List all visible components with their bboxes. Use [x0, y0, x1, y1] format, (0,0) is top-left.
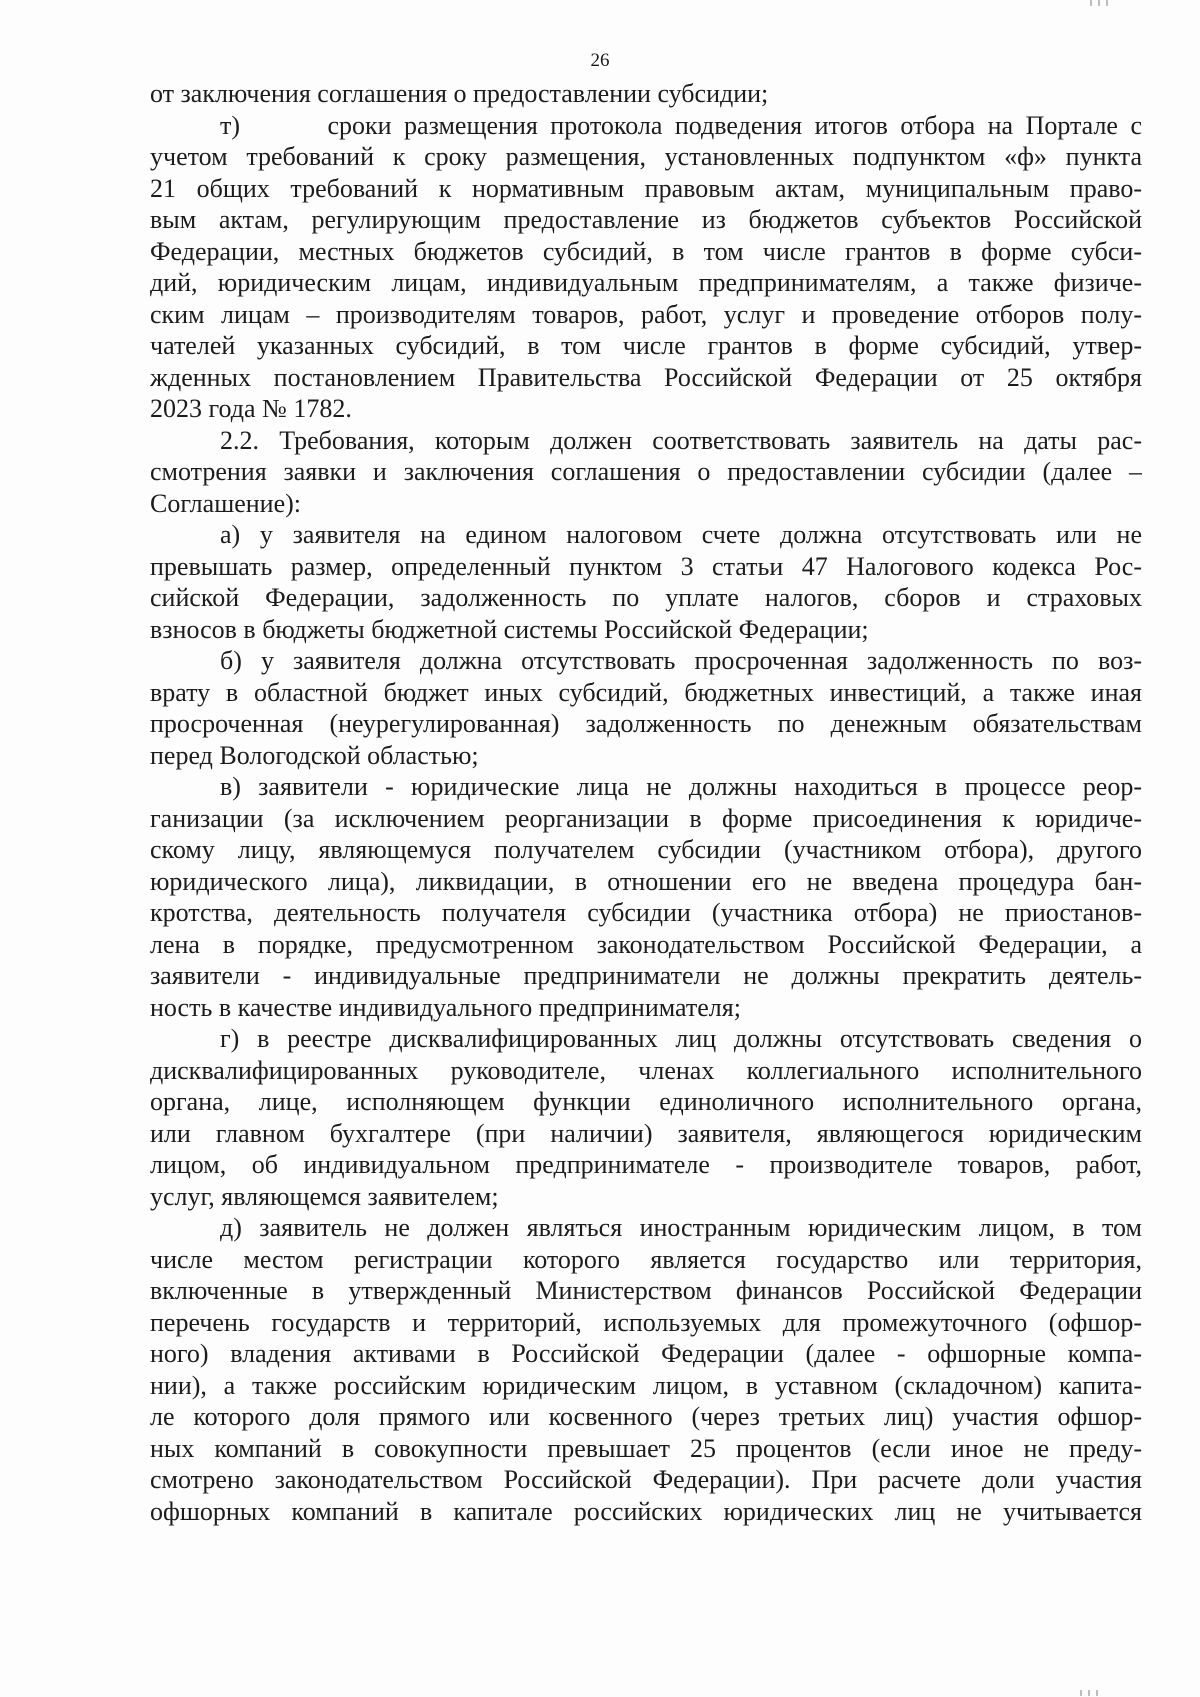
scan-artifact — [1088, 1690, 1090, 1696]
text-line: дий, юридическим лицам, индивидуальным предпринимателям, а также физиче- — [150, 268, 1142, 297]
text-line: просроченная (неурегулированная) задолженность по денежным обязательствам — [150, 709, 1142, 738]
text-line: а) у заявителя на едином налоговом счете должна отсутствовать или не — [220, 520, 1142, 549]
text-line: сийской Федерации, задолженность по уплате налогов, сборов и страховых — [150, 583, 1142, 612]
text-line: б) у заявителя должна отсутствовать просроченная задолженность по воз- — [220, 646, 1142, 675]
text-line: вым актам, регулирующим предоставление из бюджетов субъектов Российской — [150, 205, 1142, 234]
text-line: врату в областной бюджет иных субсидий, бюджетных инвестиций, а также иная — [150, 677, 1142, 707]
text-line: жденных постановлением Правительства Российской Федерации от 25 октября — [150, 362, 1142, 392]
text-line: от заключения соглашения о предоставлении субсидии; — [150, 79, 769, 108]
text-line: нии), а также российским юридическим лицом, в уставном (складочном) капита- — [150, 1370, 1142, 1400]
text-line: числе местом регистрации которого является государство или территория, — [150, 1244, 1142, 1274]
scan-artifact — [1080, 1690, 1082, 1696]
text-line: скому лицу, являющемуся получателем субсидии (участником отбора), другого — [150, 835, 1142, 864]
text-line: взносов в бюджеты бюджетной системы Российской Федерации; — [150, 614, 869, 644]
text-line: ность в качестве индивидуального предпринимателя; — [150, 992, 741, 1022]
text-line: кротства, деятельность получателя субсидии (участника отбора) не приостанов- — [150, 898, 1142, 927]
text-line: ганизации (за исключением реорганизации в форме присоединения к юридиче- — [150, 803, 1142, 833]
scan-artifact — [1090, 0, 1092, 6]
text-line: ных компаний в совокупности превышает 25 процентов (если иное не преду- — [150, 1433, 1142, 1463]
scan-artifact — [1098, 0, 1100, 6]
text-line: заявители - индивидуальные предприниматели не должны прекратить деятель- — [150, 961, 1142, 990]
text-line: т) сроки размещения протокола подведения итогов отбора на Портале с — [220, 110, 1142, 140]
text-line: г) в реестре дисквалифицированных лиц должны отсутствовать сведения о — [220, 1024, 1142, 1053]
scan-artifact — [1106, 0, 1108, 6]
text-line: юридического лица), ликвидации, в отношении его не введена процедура бан- — [150, 866, 1142, 896]
text-line: ле которого доля прямого или косвенного (через третьих лиц) участия офшор- — [150, 1402, 1142, 1431]
text-line: 2.2. Требования, которым должен соответствовать заявитель на даты рас- — [220, 425, 1142, 455]
text-line: Соглашение): — [150, 488, 302, 518]
text-line: лена в порядке, предусмотренном законодательством Российской Федерации, а — [150, 929, 1142, 959]
text-line: органа, лице, исполняющем функции единоличного исполнительного органа, — [150, 1087, 1142, 1116]
text-line: дисквалифицированных руководителе, членах коллегиального исполнительного — [150, 1055, 1142, 1085]
text-line: 21 общих требований к нормативным правовым актам, муниципальным право- — [150, 173, 1142, 203]
text-line: офшорных компаний в капитале российских юридических лиц не учитывается — [150, 1496, 1142, 1526]
text-line: превышать размер, определенный пунктом 3 статьи 47 Налогового кодекса Рос- — [150, 551, 1142, 581]
page-number: 26 — [590, 50, 610, 71]
text-line: включенные в утвержденный Министерством финансов Российской Федерации — [150, 1276, 1142, 1305]
text-line: смотрения заявки и заключения соглашения о предоставлении субсидии (далее – — [150, 457, 1142, 486]
text-line: или главном бухгалтере (при наличии) заявителя, являющегося юридическим — [150, 1118, 1142, 1148]
text-line: перечень государств и территорий, используемых для промежуточного (офшор- — [150, 1307, 1142, 1337]
text-line: перед Вологодской областью; — [150, 740, 479, 770]
text-line: ного) владения активами в Российской Федерации (далее - офшорные компа- — [150, 1339, 1142, 1368]
text-line: в) заявители - юридические лица не должны находиться в процессе реор- — [220, 772, 1142, 801]
text-line: учетом требований к сроку размещения, установленных подпунктом «ф» пункта — [150, 142, 1142, 171]
text-line: 2023 года № 1782. — [150, 394, 352, 423]
text-line: д) заявитель не должен являться иностранным юридическим лицом, в том — [220, 1213, 1142, 1242]
text-line: ским лицам – производителям товаров, работ, услуг и проведение отборов полу- — [150, 299, 1142, 329]
document-body — [150, 78, 1142, 1527]
text-line: услуг, являющемся заявителем; — [150, 1181, 499, 1211]
text-line: лицом, об индивидуальном предпринимателе - производителе товаров, работ, — [150, 1150, 1142, 1179]
text-line: смотрено законодательством Российской Федерации). При расчете доли участия — [150, 1465, 1142, 1494]
text-line: чателей указанных субсидий, в том числе грантов в форме субсидий, утвер- — [150, 331, 1142, 360]
scan-artifact — [1096, 1690, 1098, 1696]
text-line: Федерации, местных бюджетов субсидий, в том числе грантов в форме субси- — [150, 236, 1142, 266]
